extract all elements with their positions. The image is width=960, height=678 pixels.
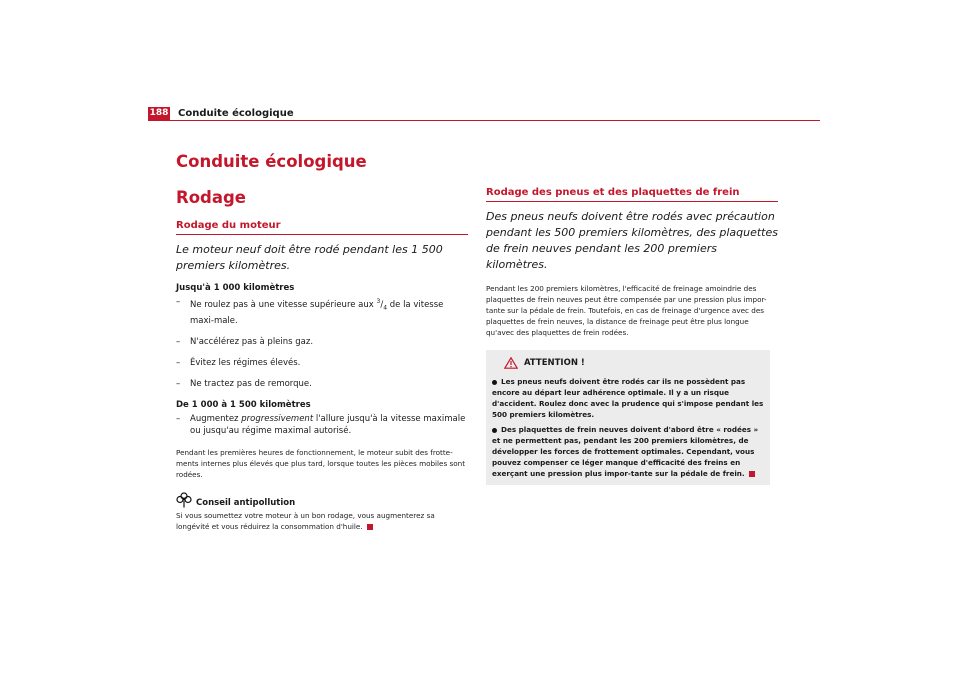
bullet-dot (492, 380, 497, 385)
warning-title: ATTENTION ! (524, 358, 585, 368)
right-column (486, 187, 778, 485)
warning-triangle-icon (504, 357, 518, 369)
running-head: Conduite écologique (178, 108, 294, 119)
group-heading-second: De 1 000 à 1 500 kilomètres (176, 399, 311, 410)
eco-tip-box (176, 492, 468, 532)
bullet-emphasis: progressivement (241, 413, 314, 424)
list-item (176, 413, 468, 437)
warning-text: Les pneus neufs doivent être rodés car ils ne possèdent pas encore au départ leur adhérence optimale. Il y a un risque d'accident. Roulez donc avec la prudence qui s'impose pendant les 500 premiers kilomètres. (492, 377, 764, 419)
list-item: – Évitez les régimes élevés. (176, 357, 468, 369)
eco-tip-body: Si vous soumettez votre moteur à un bon rodage, vous augmenterez sa longévité et vous réduirez la consommation d'huile. (176, 510, 435, 531)
flower-icon (176, 492, 192, 508)
warning-text: Des plaquettes de frein neuves doivent d'abord être « rodées » et ne permettent pas, pendant les 200 premiers kilomètres, de développer les forces de frottement optimales. Cependant, vous pouvez compenser ce léger manque d'efficacité des freins en exerçant une pression plus impor-tante sur la pédale de frein. (492, 425, 759, 478)
section-end-marker (749, 471, 755, 477)
eco-tip-text (176, 510, 468, 532)
section-end-marker (367, 524, 373, 530)
group-heading-first: Jusqu'à 1 000 kilomètres (176, 283, 295, 293)
list-item (176, 296, 468, 327)
fraction-slash: / (380, 299, 384, 310)
fraction-numerator: 3 (376, 298, 381, 305)
section-heading-engine: Rodage du moteur (176, 220, 468, 235)
body-paragraph: Pendant les 200 premiers kilomètres, l'efficacité de freinage amoindrie des plaquettes de frein neuves peut être compensée par une pression plus impor-tante sur la pédale de frein. Toutefois, en cas de freinage d'urgence avec des plaquettes de frein neuves, la distance de freinage peut être plus longue qu'avec des plaquettes de frein rodées. (486, 284, 767, 337)
warning-item (492, 376, 770, 420)
fraction-denominator: 4 (383, 304, 388, 312)
bullet-text: de la vitesse maxi-male. (190, 299, 444, 326)
body-paragraph: Pendant les premières heures de fonctionnement, le moteur subit des frotte-ments internes plus élevés que plus tard, lorsque toutes les pièces mobiles sont rodées. (176, 447, 466, 479)
bullet-text: l'allure jusqu'à la vitesse maximale ou jusqu'au régime maximal autorisé. (190, 413, 466, 436)
bullet-dot (492, 428, 497, 433)
lead-text-tyres: Des pneus neufs doivent être rodés avec précaution pendant les 500 premiers kilomètres, des plaquettes de frein neuves pendant les 200 premiers kilomètres. (486, 210, 778, 271)
list-item: – N'accélérez pas à pleins gaz. (176, 336, 468, 348)
page-number-badge: 188 (149, 108, 169, 118)
bullet-text: Augmentez (190, 413, 242, 424)
lead-text-engine: Le moteur neuf doit être rodé pendant les 1 500 premiers kilomètres. (176, 243, 443, 272)
warning-item (492, 424, 770, 479)
chapter-subtitle: Rodage (176, 188, 246, 207)
eco-tip-title: Conseil antipollution (196, 497, 296, 508)
eco-tip-heading (176, 492, 468, 508)
warning-heading (492, 354, 770, 372)
list-item: – Ne tractez pas de remorque. (176, 378, 468, 390)
section-heading-tyres: Rodage des pneus et des plaquettes de frein (486, 187, 778, 202)
warning-box (486, 350, 770, 485)
bullet-text: Ne roulez pas à une vitesse supérieure aux (190, 299, 377, 310)
header-rule (148, 120, 820, 121)
left-column (176, 220, 468, 532)
chapter-title: Conduite écologique (176, 152, 367, 171)
